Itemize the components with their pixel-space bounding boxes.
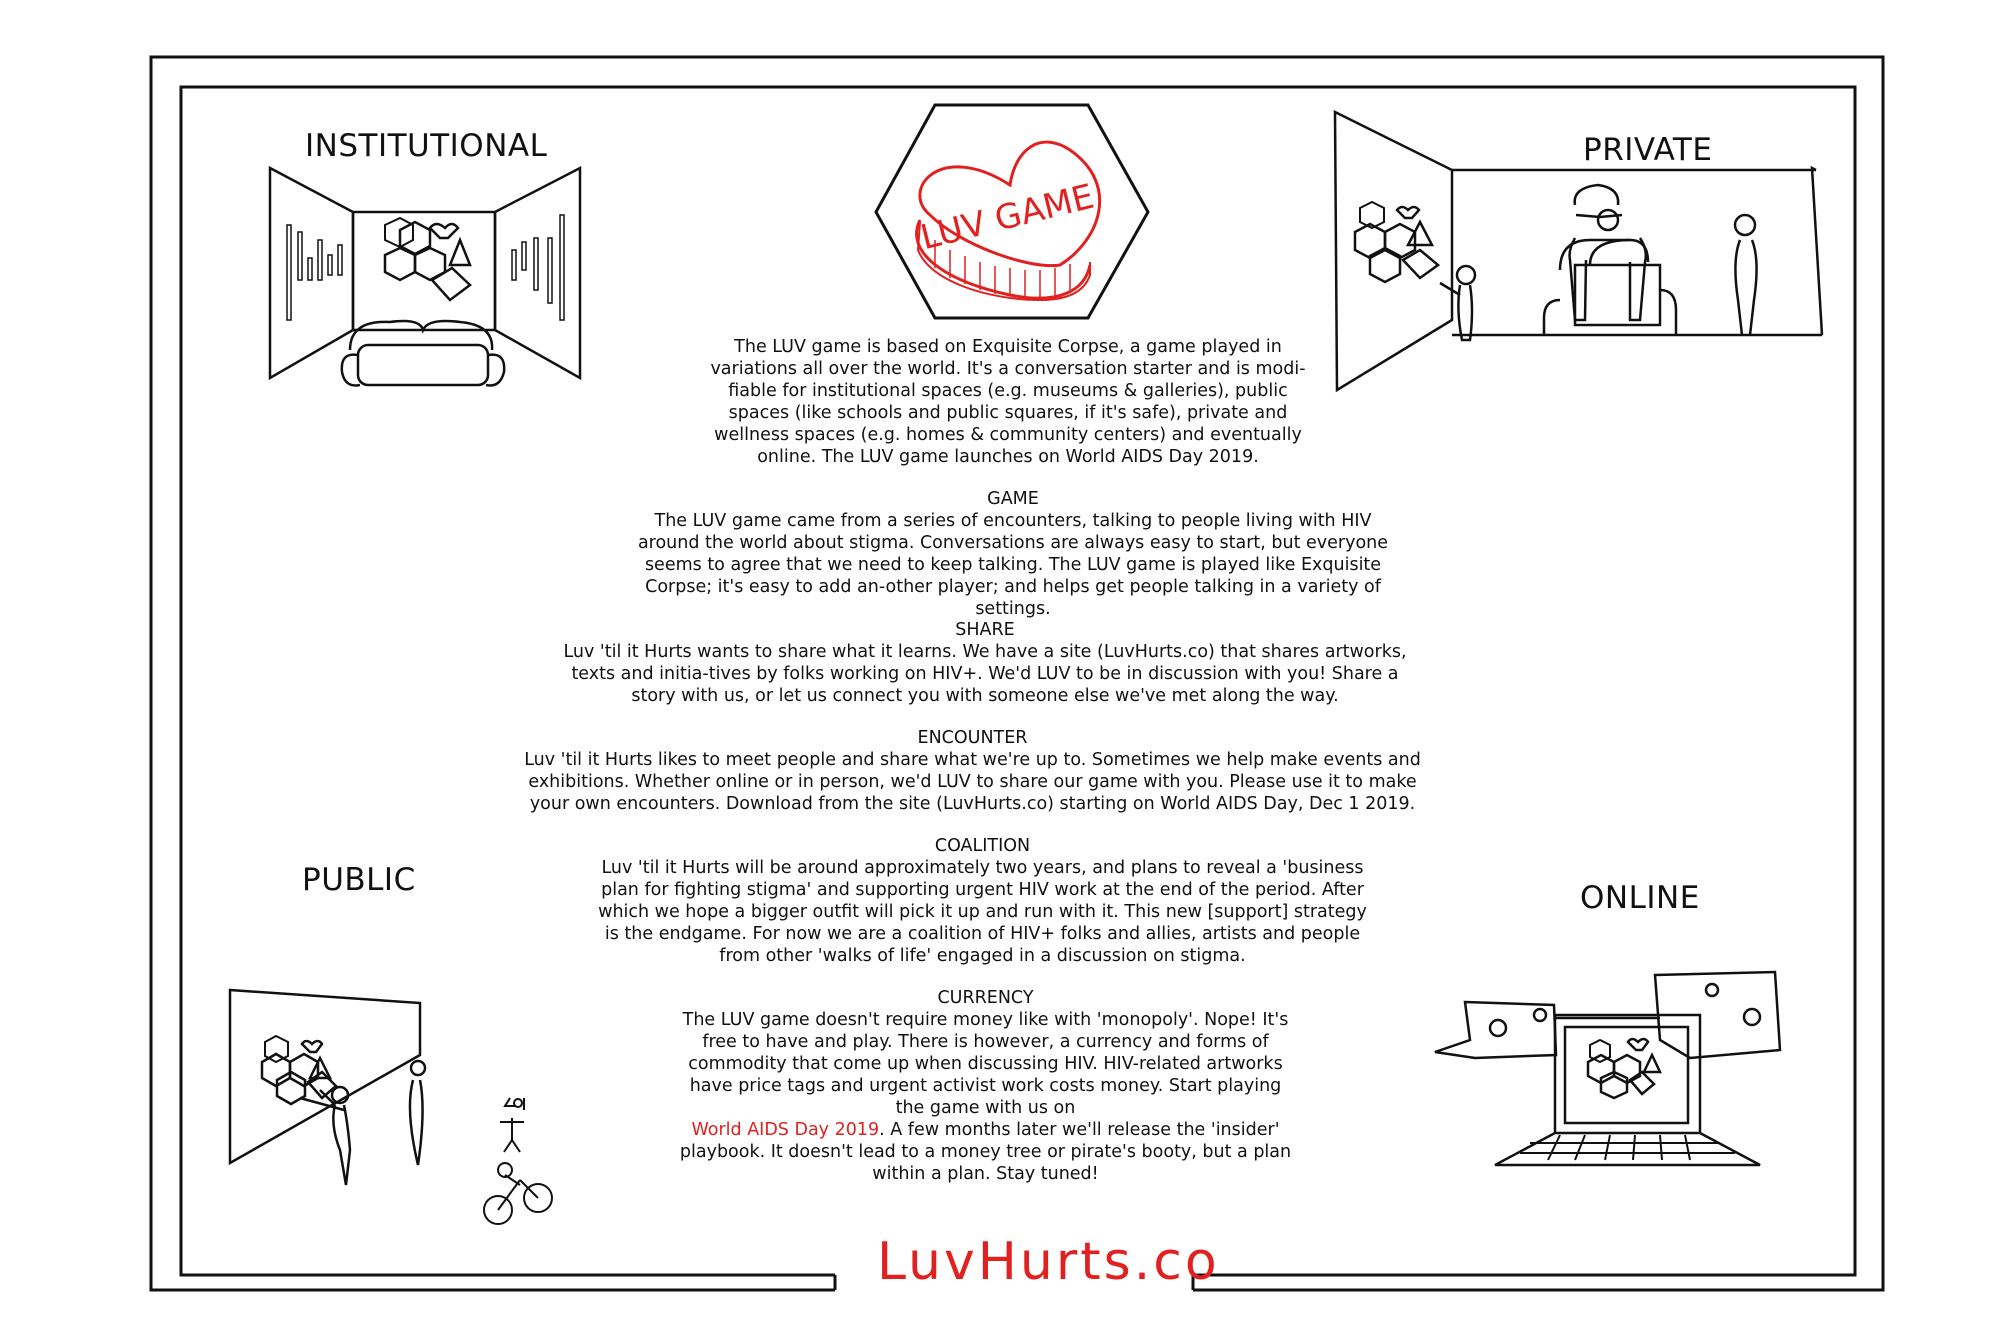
encounter-heading: ENCOUNTER: [917, 728, 1028, 748]
game-heading: GAME: [987, 489, 1039, 509]
currency-text: [678, 1009, 1293, 1185]
currency-text-start: The LUV game doesn't require money like with 'monopoly'. Nope! It's free to have and play. There is however, a currency and forms of commodity that come up when discussing HIV. HIV-related artworks have price tags and urgent activist work costs money. Start playing the game with us on: [682, 1010, 1289, 1118]
currency-heading: CURRENCY: [937, 988, 1034, 1008]
private-drawing: [1335, 112, 1822, 390]
share-heading: SHARE: [955, 620, 1015, 640]
world-aids-day-link[interactable]: World AIDS Day 2019: [691, 1120, 880, 1140]
currency-text-end: . A few months later we'll release the 'insider' playbook. It doesn't lead to a money tree or pirate's booty, but a plan within a plan. Stay tuned!: [679, 1120, 1292, 1184]
share-block: [555, 619, 1415, 707]
currency-block: [678, 987, 1293, 1185]
institutional-drawing: [270, 168, 580, 385]
section-title-public: PUBLIC: [302, 862, 416, 898]
encounter-text: Luv 'til it Hurts likes to meet people and share what we're up to. Sometimes we help make events and exhibitions. Whether online or in person, we'd LUV to share our game with you. Please use it to make your own encounters. Download from the site (LuvHurts.co) starting on World AIDS Day, Dec 1 2019.: [524, 750, 1421, 814]
online-drawing: [1435, 972, 1780, 1165]
game-text: The LUV game came from a series of encounters, talking to people living with HIV around the world about stigma. Conversations are always easy to start, but everyone seems to agree that we need to keep talking. The LUV game is played like Exquisite Corpse; it's easy to add an-other player; and helps get people talking in a variety of settings.: [637, 511, 1389, 619]
intro-text: The LUV game is based on Exquisite Corpse, a game played in variations all over the world. It's a conversation starter and is modi-fiable for institutional spaces (e.g. museums & galleries), public spaces (like schools and public squares, if it's safe), private and wellness spaces (e.g. homes & community centers) and eventually online. The LUV game launches on World AIDS Day 2019.: [710, 337, 1306, 467]
luvhurts-brand-link[interactable]: LuvHurts.co: [877, 1232, 1220, 1292]
encounter-block: [515, 727, 1430, 815]
coalition-heading: COALITION: [934, 836, 1031, 856]
public-drawing: [230, 990, 552, 1224]
heart-label: LUV GAME: [916, 176, 1098, 259]
section-title-institutional: INSTITUTIONAL: [305, 128, 548, 164]
coalition-block: [595, 835, 1370, 967]
coalition-text: Luv 'til it Hurts will be around approximately two years, and plans to reveal a 'business plan for fighting stigma' and supporting urgent HIV work at the end of the period. After which we hope a bigger outfit will pick it up and run with it. This new [support] strategy is the endgame. For now we are a coalition of HIV+ folks and allies, artists and people from other 'walks of life' engaged in a discussion on stigma.: [598, 858, 1367, 966]
intro-block: [708, 336, 1308, 468]
share-text: Luv 'til it Hurts wants to share what it learns. We have a site (LuvHurts.co) that shares artworks, texts and initia-tives by folks working on HIV+. We'd LUV to be in discussion with you! Share a story with us, or let us connect you with someone else we've met along the way.: [563, 642, 1407, 706]
game-block: [628, 488, 1398, 620]
section-title-private: PRIVATE: [1583, 132, 1713, 168]
section-title-online: ONLINE: [1580, 880, 1700, 916]
